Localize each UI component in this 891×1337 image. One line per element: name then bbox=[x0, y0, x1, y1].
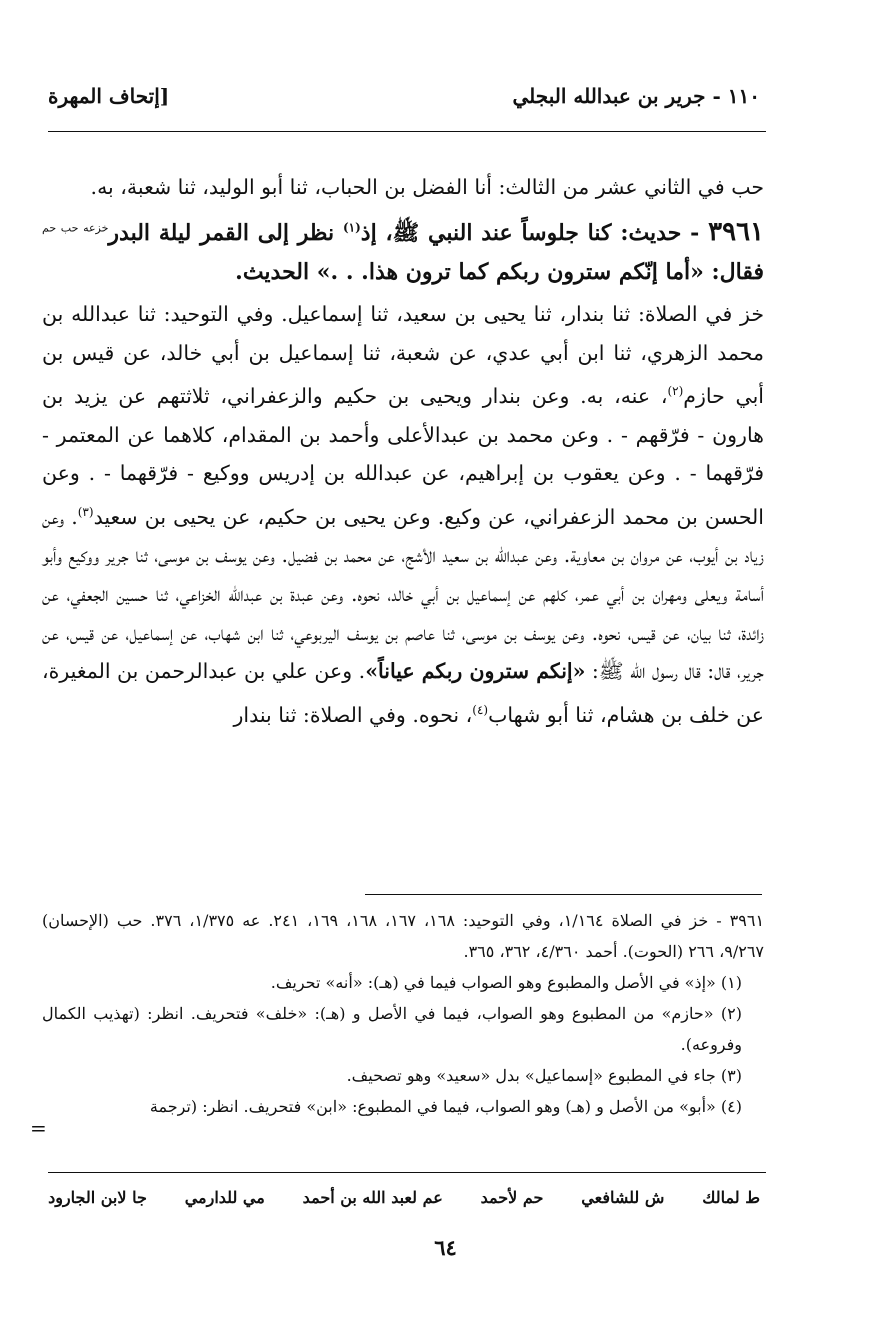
footnote-ref-4: (٤) bbox=[472, 702, 489, 717]
interlinear-gloss: خزعه حب حم bbox=[42, 221, 109, 235]
intro-text: حب في الثاني عشر من الثالث: أنا الفضل بن الحباب، ثنا أبو الوليد، ثنا شعبة، به. bbox=[90, 175, 764, 199]
footnote-2: (٢) «حازم» من المطبوع وهو الصواب، فيما في الأصل و (هـ): «خلف» فتحريف. انظر: (تهذيب الكمال وفروعه). bbox=[42, 1004, 742, 1054]
page-number: ٦٤ bbox=[434, 1235, 457, 1260]
siglum-ahmad: حم لأحمد bbox=[480, 1188, 544, 1207]
hadith-number: ٣٩٦١ bbox=[708, 216, 765, 247]
isnad-text-e: ، نحوه. وفي الصلاة: ثنا بندار bbox=[233, 702, 473, 727]
hadith-lead-2: نظر إلى القمر ليلة البدر bbox=[108, 219, 343, 246]
siglum-jarud: جا لابن الجارود bbox=[48, 1188, 147, 1207]
footnote-4: (٤) «أبو» من الأصل و (هـ) وهو الصواب، فيما في المطبوع: «ابن» فتحريف. انظر: (ترجمة bbox=[149, 1097, 742, 1116]
hadith-title bbox=[42, 216, 765, 285]
isnad-text-d: . وعن علي بن عبدالرحمن بن المغيرة، عن خلف بن هشام، ثنا أبو شهاب bbox=[42, 659, 764, 727]
main-text bbox=[42, 168, 764, 734]
header-rule bbox=[48, 131, 766, 132]
sigla-rule bbox=[48, 1172, 766, 1173]
footnote-ref-2: (٢) bbox=[667, 384, 684, 399]
siglum-shafii: ش للشافعي bbox=[581, 1188, 665, 1207]
sigla-key bbox=[48, 1188, 760, 1207]
isnad-text-b: ، عنه، به. وعن بندار ويحيى بن حكيم والزعفراني، ثلاثتهم عن يزيد بن هارون - فرّقهم - . وعن محمد بن عبدالأعلى وأحمد بن المقدام، كلاهما عن المعتمر - فرّقهما - . وعن يعقوب بن إبراهيم، عن عبدالله بن إدريس ووكيع - فرّقهما - . وعن الحسن بن محمد الزعفراني، عن وكيع. وعن يحيى بن حكيم، عن يحيى بن سعيد bbox=[42, 384, 764, 529]
footnote-sources: ٣٩٦١ - خز في الصلاة ١/١٦٤، وفي التوحيد: ١٦٨، ١٦٧، ١٦٨، ١٦٩، ٢٤١. عه ١/٣٧٥، ٣٧٦. حب (الإحسان) ٩/٢٦٧، ٢٦٦ (الحوت). أحمد ٤/٣٦٠، ٣٦٢، ٣٦٥. bbox=[42, 911, 765, 961]
hadith-lead: - حديث: كنا جلوساً عند النبي ﷺ، إذ bbox=[360, 219, 709, 246]
footnote-rule bbox=[365, 894, 762, 895]
prophetic-quote: «إنكم سترون ربكم عياناً» bbox=[365, 659, 586, 684]
hadith-lead-3: فقال: «أما إنّكم سترون ربكم كما ترون هذا. . .» الحديث. bbox=[235, 258, 764, 285]
header-book-title: [إتحاف المهرة bbox=[48, 84, 170, 108]
intro-paragraph bbox=[42, 168, 764, 207]
footnote-3: (٣) جاء في المطبوع «إسماعيل» بدل «سعيد» وهو تصحيف. bbox=[346, 1066, 742, 1085]
header-chapter-title: ١١٠ - جرير بن عبدالله البجلي bbox=[512, 84, 760, 108]
siglum-abdullah: عم لعبد الله بن أحمد bbox=[302, 1188, 443, 1207]
isnad-text-a: خز في الصلاة: ثنا بندار، ثنا يحيى بن سعيد، ثنا إسماعيل. وفي التوحيد: ثنا عبدالله بن محمد الزهري، ثنا ابن أبي عدي، عن شعبة، ثنا إسماعيل بن أبي خالد، عن قيس بن أبي حازم bbox=[42, 302, 764, 409]
siglum-malik: ط لمالك bbox=[702, 1188, 760, 1207]
continuation-mark: = bbox=[30, 1116, 47, 1140]
isnad-text-c: . وعن زياد بن أيوب، عن مروان بن معاوية. وعن عبدالله بن سعيد الأشج، عن محمد بن فضيل. وعن يوسف بن موسى، ثنا جرير ووكيع وأبو أسامة ويعلى ومهران بن أبي عمر، كلهم عن إسماعيل بن أبي خالد، نحوه. وعن عبدة بن عبدالله الخزاعي، ثنا حسين الجعفي، عن زائدة، ثنا بيان، عن قيس، نحوه. وعن يوسف بن موسى، ثنا عاصم بن يوسف اليربوعي، ثنا ابن شهاب، عن إسماعيل، عن قيس، عن جرير، قال: قال رسول الله ﷺ: bbox=[42, 504, 764, 684]
footnotes bbox=[42, 905, 764, 1122]
isnad-paragraph bbox=[42, 295, 764, 734]
footnote-ref-3: (٣) bbox=[77, 504, 94, 519]
footnote-1: (١) «إذ» في الأصل والمطبوع وهو الصواب فيما في (هـ): «أنه» تحريف. bbox=[270, 973, 742, 992]
running-header bbox=[48, 84, 760, 120]
footnote-ref-1: (١) bbox=[342, 220, 361, 235]
hadith-heading bbox=[42, 209, 764, 292]
siglum-darimi: مي للدارمي bbox=[184, 1188, 265, 1207]
